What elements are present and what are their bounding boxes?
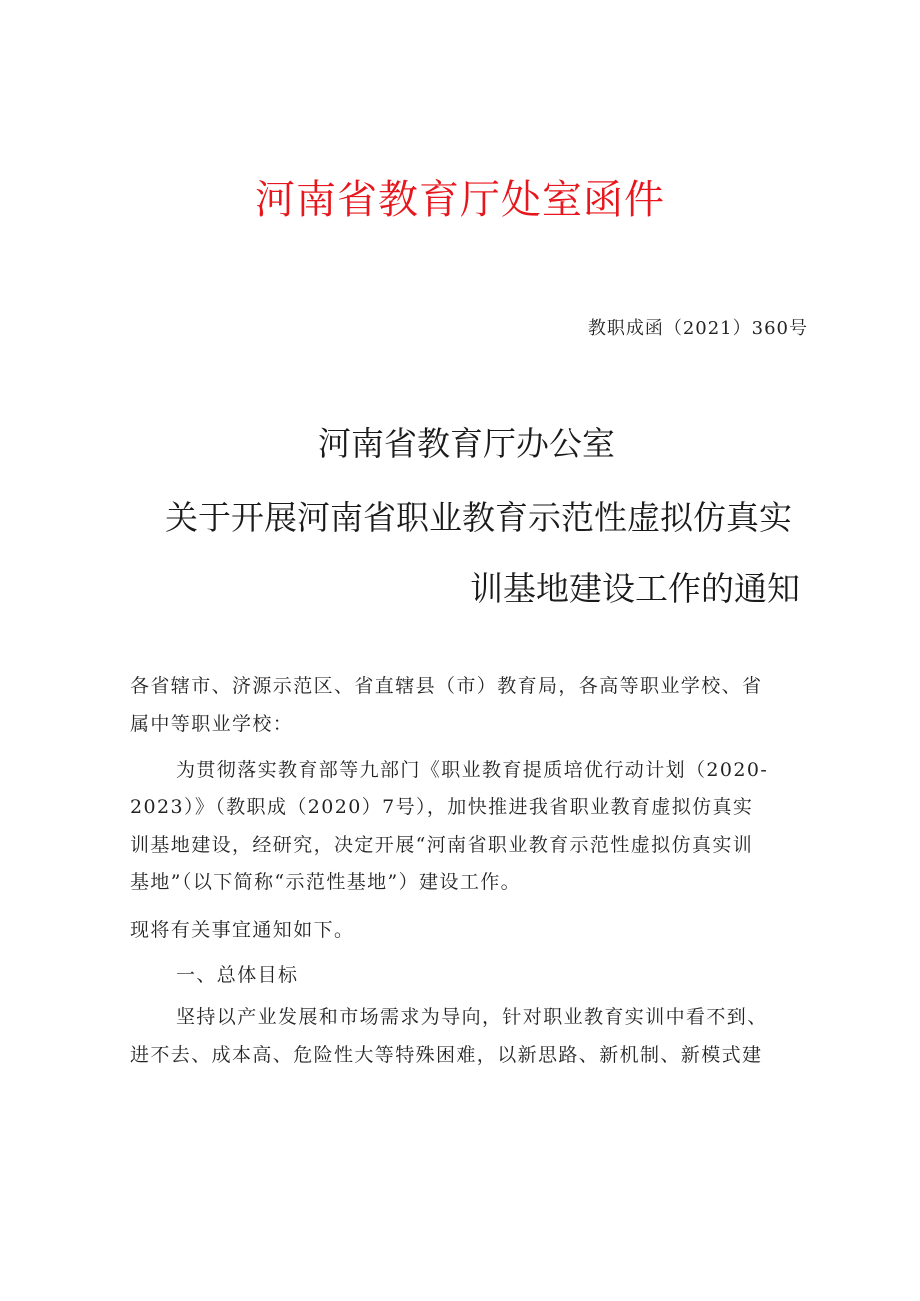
notice-title-line-3: 训基地建设工作的通知 bbox=[470, 569, 800, 608]
paragraph-line: 现将有关事宜通知如下。 bbox=[130, 919, 355, 941]
addressee-line-2: 属中等职业学校： bbox=[130, 713, 294, 735]
paragraph-line: 进不去、成本高、危险性大等特殊困难，以新思路、新机制、新模式建 bbox=[130, 1044, 763, 1066]
addressee-line-1: 各省辖市、济源示范区、省直辖县（市）教育局，各高等职业学校、省 bbox=[130, 675, 763, 697]
paragraph-line: 基地”（以下简称“示范性基地”）建设工作。 bbox=[130, 871, 522, 893]
org-header-title: 河南省教育厅处室函件 bbox=[255, 177, 665, 223]
paragraph-line: 为贯彻落实教育部等九部门《职业教育提质培优行动计划（2020- bbox=[176, 759, 769, 781]
notice-title-line-1: 河南省教育厅办公室 bbox=[318, 424, 615, 463]
paragraph-line: 2023）》（教职成（2020）7号），加快推进我省职业教育虚拟仿真实 bbox=[130, 796, 754, 818]
paragraph-line: 坚持以产业发展和市场需求为导向，针对职业教育实训中看不到、 bbox=[176, 1006, 768, 1028]
paragraph-line: 训基地建设，经研究，决定开展“河南省职业教育示范性虚拟仿真实训 bbox=[130, 834, 754, 856]
section-heading: 一、总体目标 bbox=[176, 964, 299, 986]
document-number: 教职成函（2021）360号 bbox=[587, 318, 808, 339]
notice-title-line-2: 关于开展河南省职业教育示范性虚拟仿真实 bbox=[165, 498, 792, 537]
